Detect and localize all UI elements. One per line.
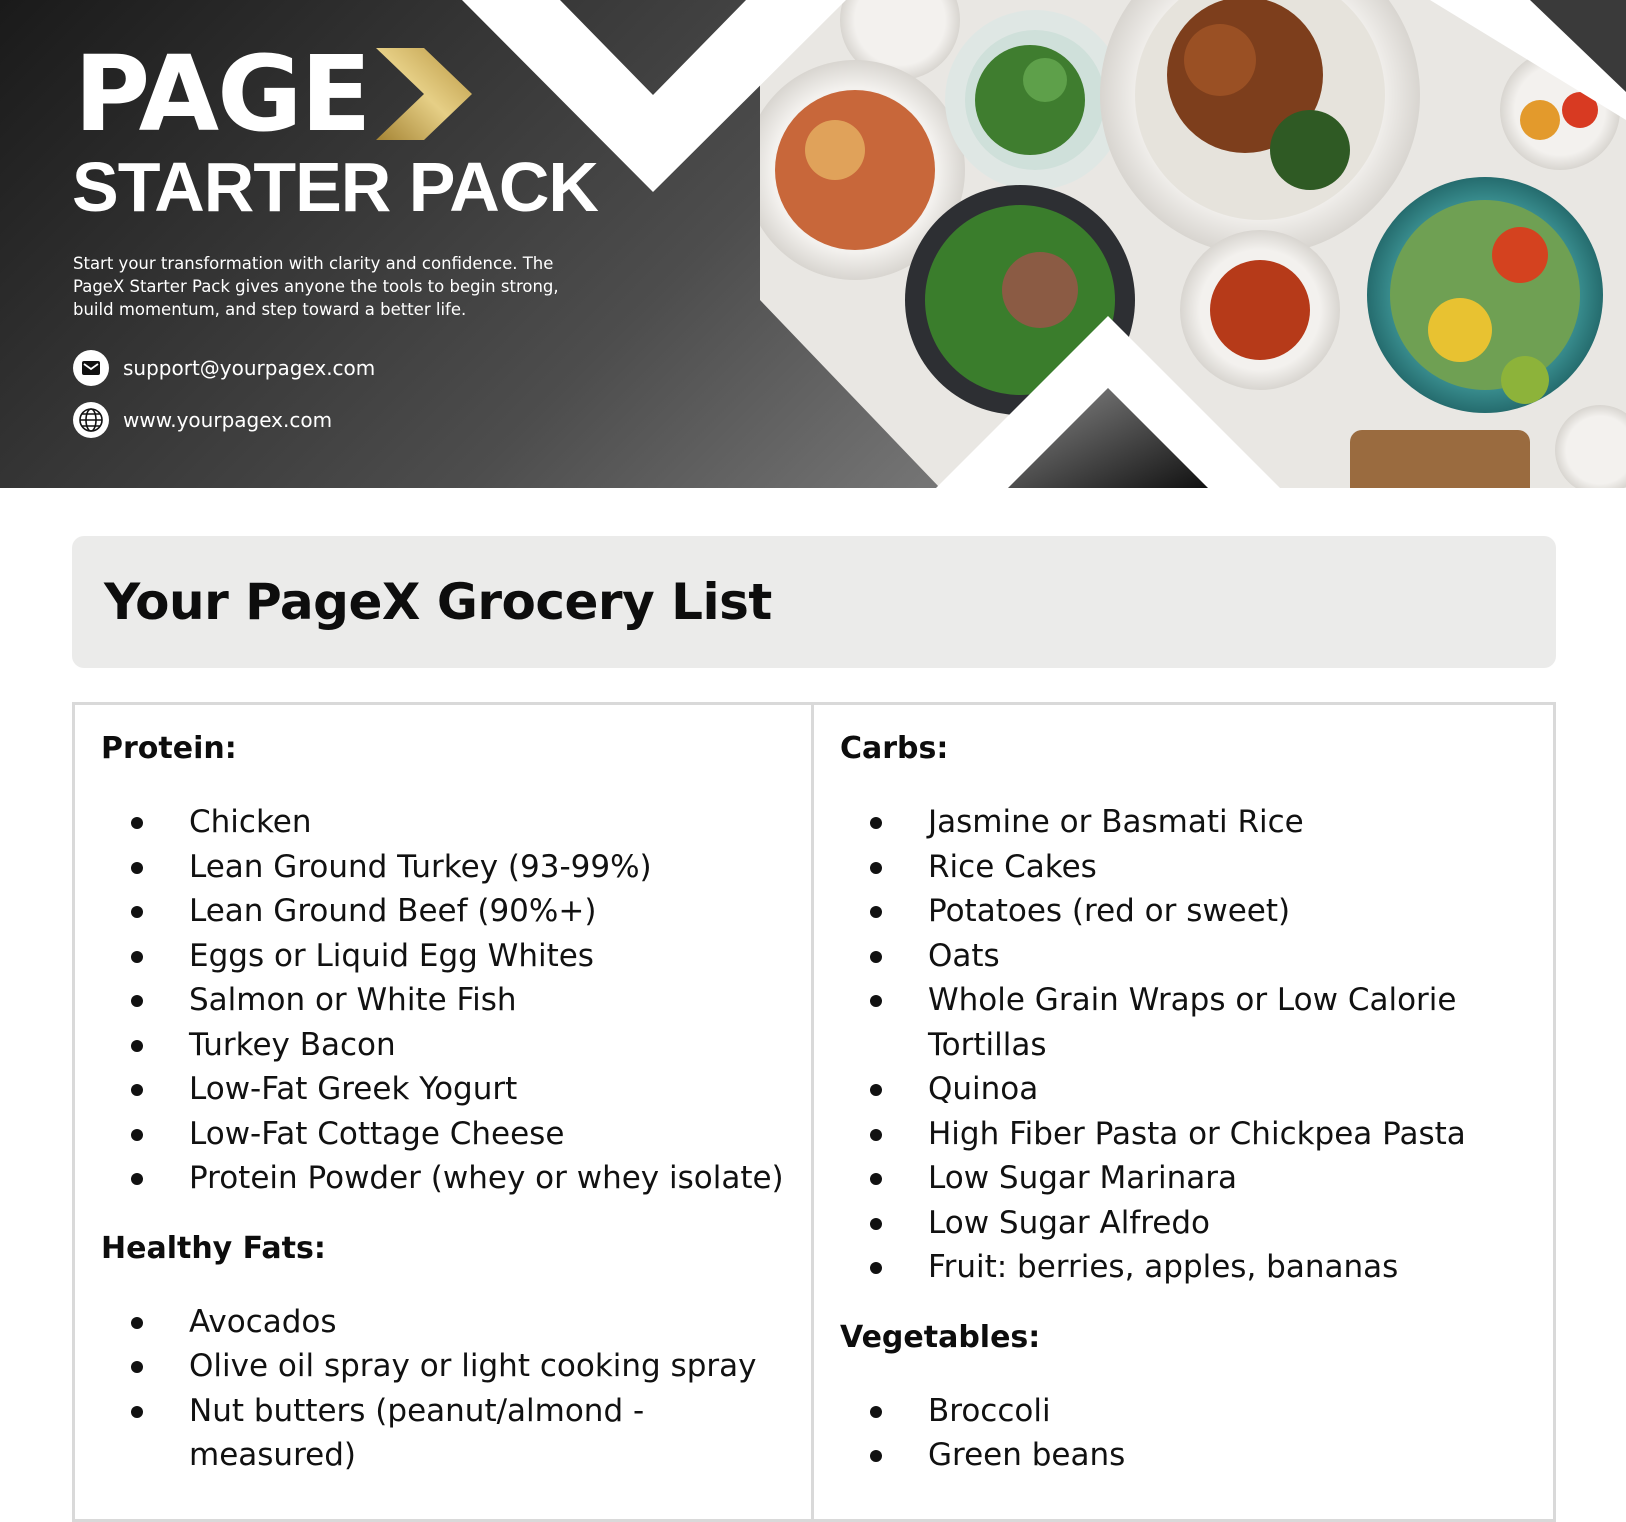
list-item: Turkey Bacon	[131, 1023, 811, 1068]
protein-heading: Protein:	[101, 731, 237, 766]
contact-website[interactable]	[73, 402, 332, 438]
vegetables-list	[840, 1389, 1553, 1478]
chevron-right-gold-icon	[376, 48, 472, 140]
list-item: Broccoli	[870, 1389, 1553, 1434]
left-column	[75, 705, 814, 1519]
list-item: Fruit: berries, apples, bananas	[870, 1245, 1553, 1290]
protein-list	[101, 800, 811, 1201]
page-title: Your PageX Grocery List	[104, 573, 772, 631]
list-item: Low Sugar Marinara	[870, 1156, 1553, 1201]
list-item: Low-Fat Greek Yogurt	[131, 1067, 811, 1112]
list-item: Low-Fat Cottage Cheese	[131, 1112, 811, 1157]
list-item: Jasmine or Basmati Rice	[870, 800, 1553, 845]
list-item: Avocados	[131, 1300, 811, 1345]
list-item: Nut butters (peanut/almond - measured)	[131, 1389, 669, 1478]
logo-wordmark: PAGE	[74, 33, 370, 155]
globe-icon	[73, 402, 109, 438]
right-column	[814, 705, 1553, 1519]
list-item: Low Sugar Alfredo	[870, 1201, 1553, 1246]
email-address[interactable]: support@yourpagex.com	[123, 356, 376, 380]
pagex-logo	[74, 33, 472, 155]
list-item: Eggs or Liquid Egg Whites	[131, 934, 811, 979]
list-item: Potatoes (red or sweet)	[870, 889, 1553, 934]
hero-banner	[0, 0, 1626, 488]
list-item: Salmon or White Fish	[131, 978, 811, 1023]
list-item: Green beans	[870, 1433, 1553, 1478]
list-item: Chicken	[131, 800, 811, 845]
list-item: High Fiber Pasta or Chickpea Pasta	[870, 1112, 1553, 1157]
starter-pack-title: STARTER PACK	[72, 148, 598, 226]
list-item: Oats	[870, 934, 1553, 979]
list-item: Whole Grain Wraps or Low Calorie Tortillas	[870, 978, 1488, 1067]
envelope-icon	[73, 350, 109, 386]
page-title-bar	[72, 536, 1556, 668]
healthy-fats-heading: Healthy Fats:	[101, 1230, 326, 1266]
contact-email[interactable]	[73, 350, 375, 386]
healthy-fats-list	[101, 1300, 811, 1478]
website-url[interactable]: www.yourpagex.com	[123, 408, 333, 432]
list-item: Protein Powder (whey or whey isolate)	[131, 1156, 811, 1201]
grocery-list-table	[72, 702, 1556, 1522]
list-item: Lean Ground Turkey (93-99%)	[131, 845, 811, 890]
list-item: Olive oil spray or light cooking spray	[131, 1344, 811, 1389]
intro-paragraph: Start your transformation with clarity and confidence. The PageX Starter Pack gives anyone the tools to begin strong, build momentum, and step toward a better life.	[73, 254, 559, 319]
list-item: Quinoa	[870, 1067, 1553, 1112]
vegetables-heading: Vegetables:	[840, 1319, 1041, 1355]
list-item: Rice Cakes	[870, 845, 1553, 890]
carbs-heading: Carbs:	[840, 731, 949, 766]
carbs-list	[840, 800, 1553, 1290]
list-item: Lean Ground Beef (90%+)	[131, 889, 811, 934]
